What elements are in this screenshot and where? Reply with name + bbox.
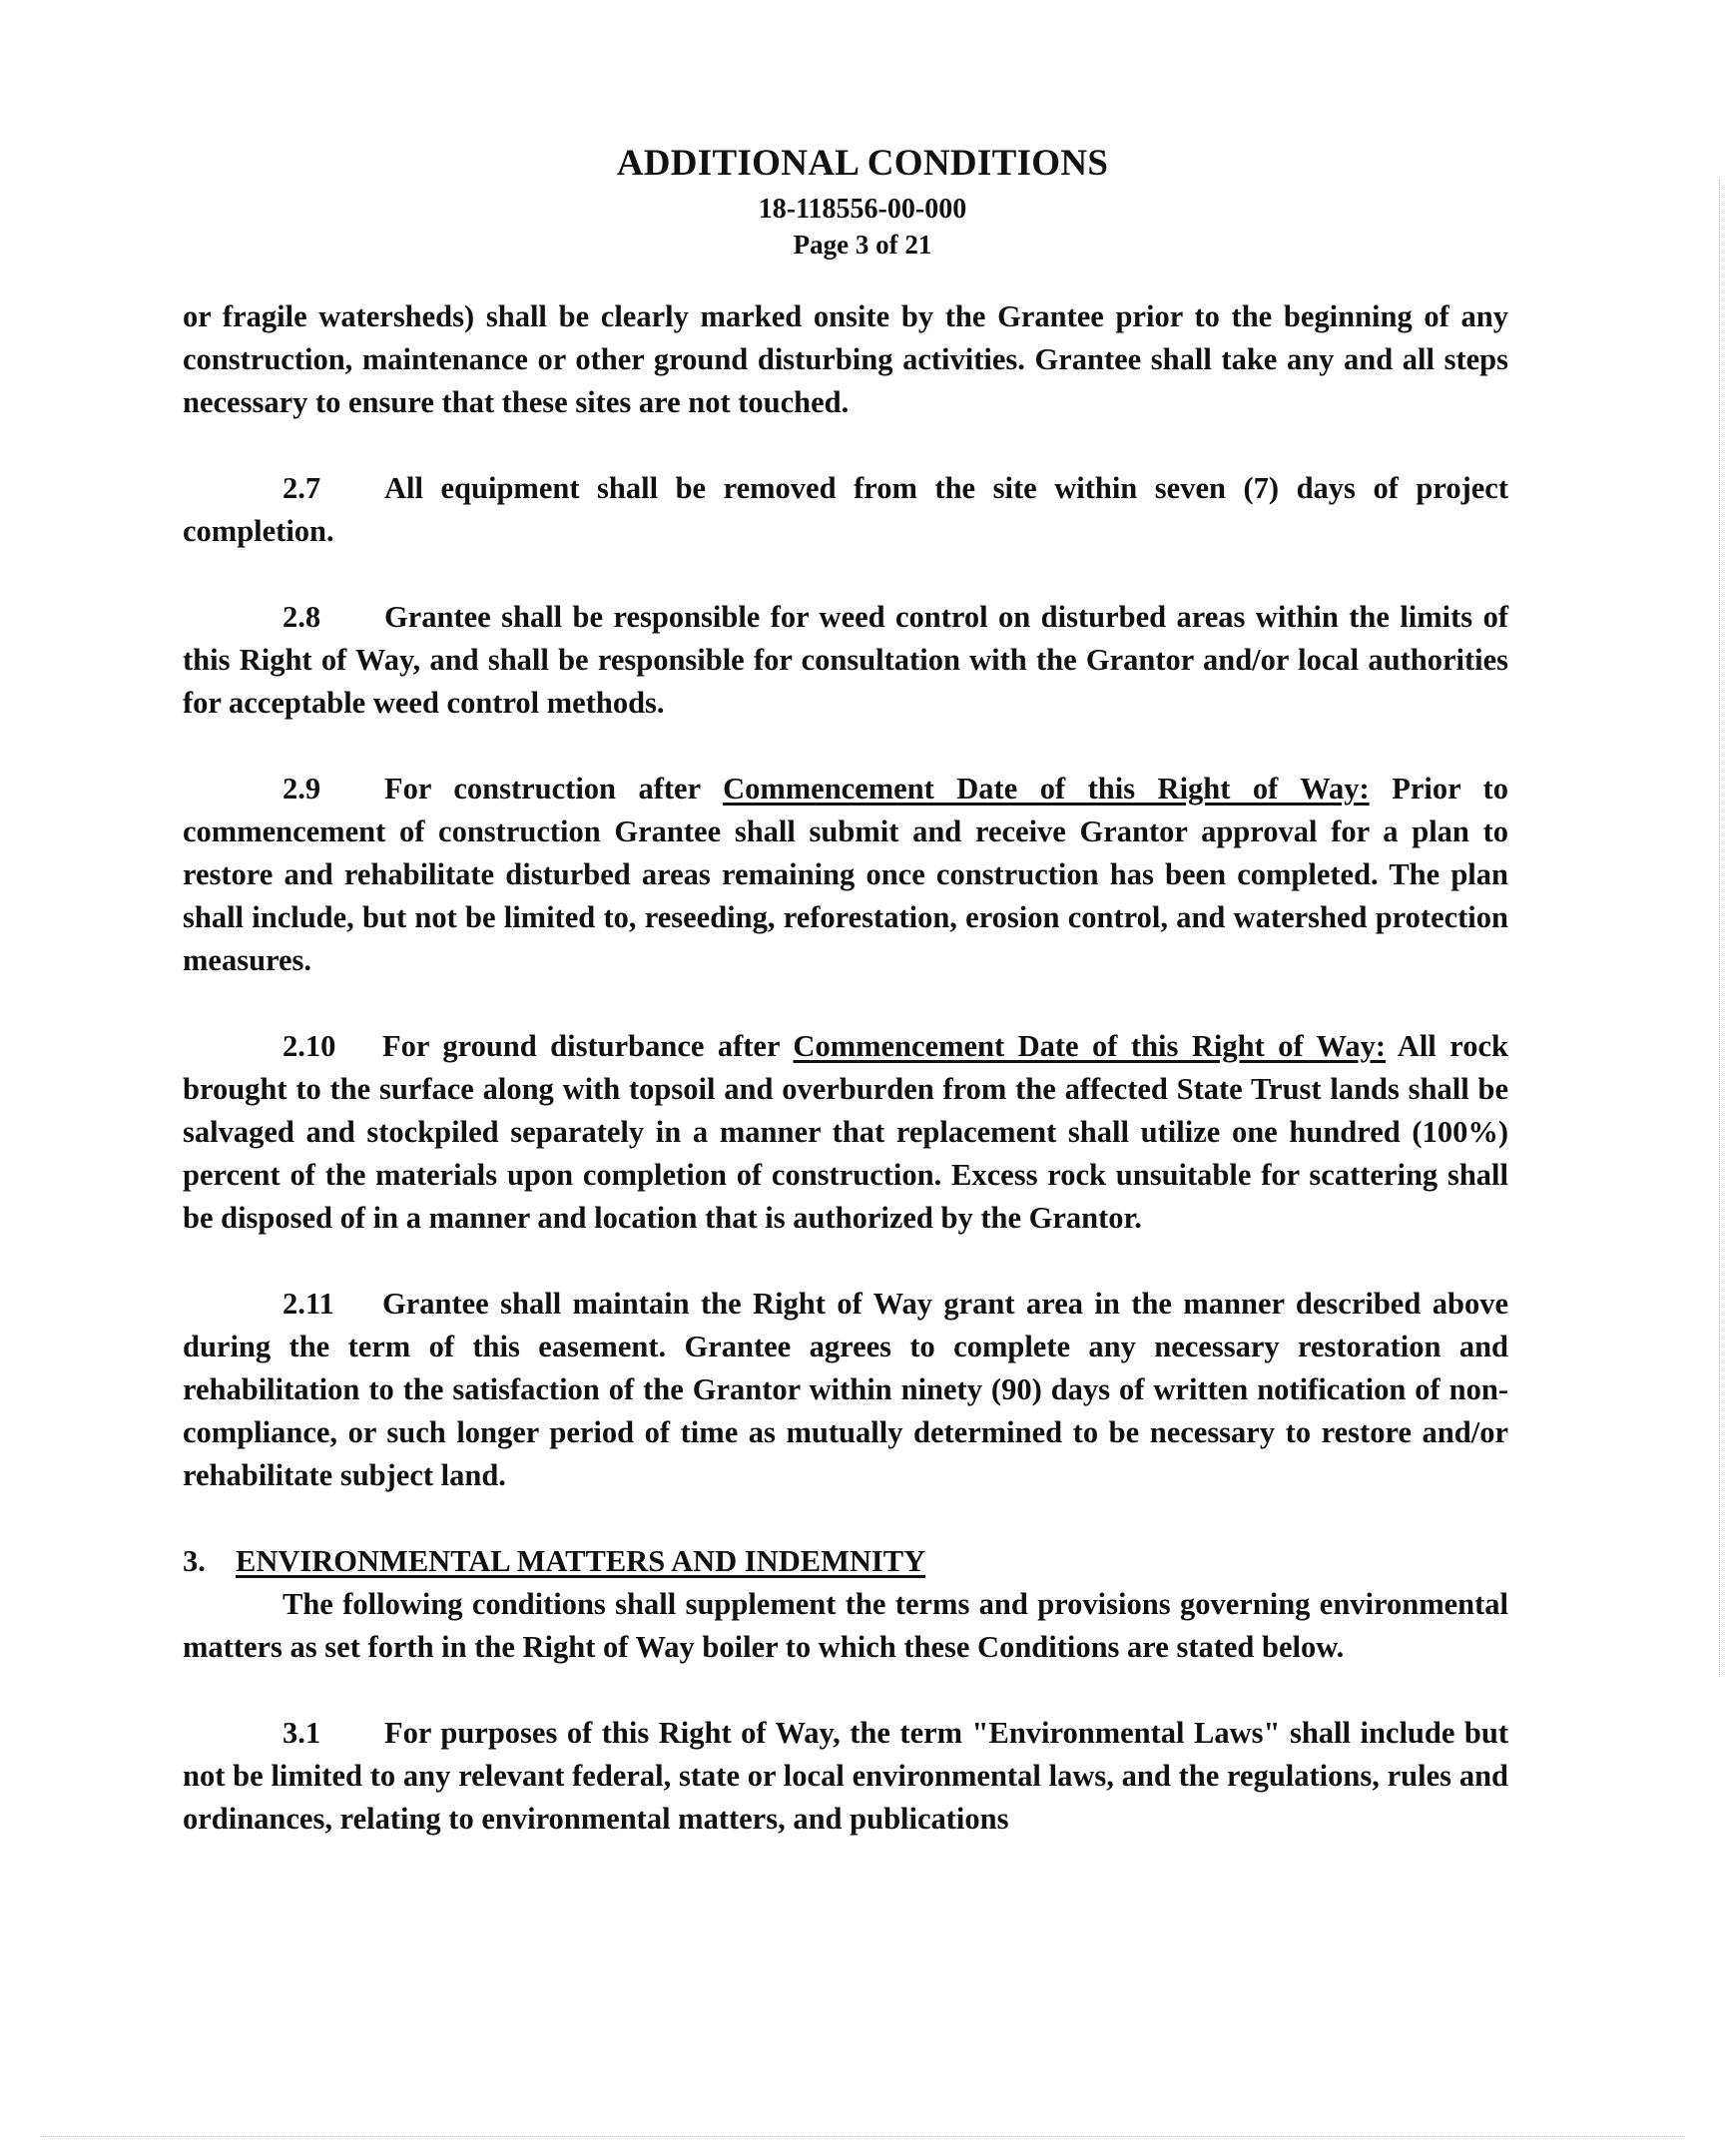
underlined-term: Commencement Date of this Right of Way: bbox=[723, 772, 1370, 806]
paragraph-text: Prior to commencement of construction Grantee shall submit and receive Grantor approval for a plan to restore and rehabilitate disturbed areas remaining once construction has been completed. The plan shall include, but not be limited to, reseeding, reforestation, erosion control, and watershed protection measures. bbox=[183, 772, 1508, 977]
paragraph-text: All rock brought to the surface along with topsoil and overburden from the affected State Trust lands shall be salvaged and stockpiled separately in a manner that replacement shall utilize one hundred (100%) percent of the materials upon completion of construction. Excess rock unsuitable for scattering shall be disposed of in a manner and location that is authorized by the Grantor. bbox=[183, 1029, 1508, 1235]
paragraph-lead: For construction after bbox=[384, 772, 724, 806]
paragraph-2-10 bbox=[183, 1025, 1508, 1240]
paragraph-number: 2.8 bbox=[283, 600, 321, 634]
paragraph-2-9 bbox=[183, 768, 1508, 982]
paragraph-text: For purposes of this Right of Way, the term "Environmental Laws" shall include but not be limited to any relevant federal, state or local environmental laws, and the regulations, rules and ordinances, relating to environmental matters, and publications bbox=[183, 1716, 1508, 1836]
paragraph-number: 2.9 bbox=[283, 772, 321, 806]
document-number: 18-118556-00-000 bbox=[758, 194, 967, 225]
section-title: ENVIRONMENTAL MATTERS AND INDEMNITY bbox=[236, 1544, 926, 1578]
paragraph-2-7 bbox=[183, 467, 1508, 553]
underlined-term: Commencement Date of this Right of Way: bbox=[793, 1029, 1387, 1063]
document-body bbox=[183, 295, 1508, 1841]
paragraph-2-11 bbox=[183, 1283, 1508, 1497]
section-3-intro: The following conditions shall supplement the terms and provisions governing environmental matters as set forth in the Right of Way boiler to which these Conditions are stated below. bbox=[183, 1587, 1508, 1664]
paragraph-2-8 bbox=[183, 596, 1508, 725]
paragraph-number: 2.10 bbox=[283, 1029, 336, 1063]
scan-edge-line bbox=[1719, 180, 1721, 1677]
paragraph-number: 2.7 bbox=[283, 471, 321, 505]
document-title: ADDITIONAL CONDITIONS bbox=[616, 143, 1109, 184]
paragraph-text: Grantee shall be responsible for weed control on disturbed areas within the limits of this Right of Way, and shall be responsible for consultation with the Grantor and/or local authorities for acceptable weed control methods. bbox=[183, 600, 1508, 720]
section-number: 3. bbox=[183, 1544, 206, 1578]
paragraph-number: 2.11 bbox=[283, 1287, 334, 1321]
page-number: Page 3 of 21 bbox=[793, 230, 932, 260]
paragraph-number: 3.1 bbox=[283, 1716, 321, 1750]
paragraph-3-1 bbox=[183, 1712, 1508, 1841]
scan-footer-dots bbox=[40, 2136, 1685, 2138]
paragraph-text: All equipment shall be removed from the site within seven (7) days of project completion. bbox=[183, 471, 1508, 548]
paragraph-lead: For ground disturbance after bbox=[382, 1029, 794, 1063]
paragraph-continued: or fragile watersheds) shall be clearly marked onsite by the Grantee prior to the beginning of any construction, maintenance or other ground disturbing activities. Grantee shall take any and all steps necessary to ensure that these sites are not touched. bbox=[183, 299, 1508, 419]
paragraph-text: Grantee shall maintain the Right of Way grant area in the manner described above during the term of this easement. Grantee agrees to complete any necessary restoration and rehabilitation to the satisfaction of the Grantor within ninety (90) days of written notification of non-compliance, or such longer period of time as mutually determined to be necessary to restore and/or rehabilitate subject land. bbox=[183, 1287, 1508, 1492]
section-3-heading bbox=[183, 1540, 1508, 1583]
